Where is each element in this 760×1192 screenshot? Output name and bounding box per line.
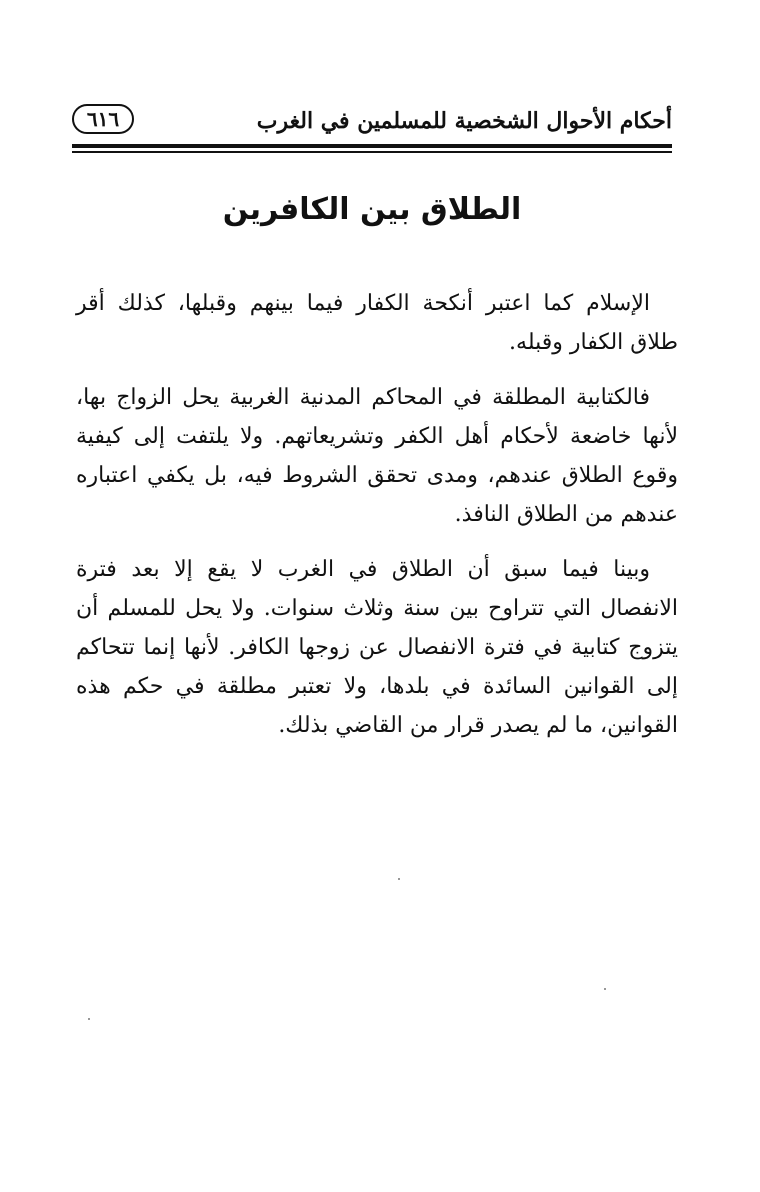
scan-speck	[88, 1018, 90, 1020]
page-number: ٦١٦	[72, 104, 134, 134]
header-rule-thick	[72, 144, 672, 148]
scan-speck	[604, 988, 606, 990]
paragraph-3: وبينا فيما سبق أن الطلاق في الغرب لا يقع إلا بعد فترة الانفصال التي تتراوح بين سنة وثلاث سنوات. ولا يحل للمسلم أن يتزوج كتابية في فترة الانفصال عن زوجها الكافر. لأنها إنما تتحاكم إلى القوانين السائدة في بلدها، ولا تعتبر مطلقة في حكم هذه القوانين، ما لم يصدر قرار من القاضي بذلك.	[76, 557, 678, 738]
scan-speck	[398, 878, 400, 880]
section-title: الطلاق بين الكافرين	[222, 192, 522, 227]
running-header	[72, 104, 672, 144]
paragraph-2: فالكتابية المطلقة في المحاكم المدنية الغربية يحل الزواج بها، لأنها خاضعة لأحكام أهل الكفر وتشريعاتهم. ولا يلتفت إلى كيفية وقوع الطلاق عندهم، ومدى تحقق الشروط فيه، بل يكفي اعتباره عندهم من الطلاق النافذ.	[76, 385, 678, 527]
paragraph-1: الإسلام كما اعتبر أنكحة الكفار فيما بينهم وقبلها، كذلك أقر طلاق الكفار وقبله.	[76, 291, 678, 355]
header-rule-thin	[72, 151, 672, 153]
body-text	[76, 284, 678, 761]
running-header-title: أحكام الأحوال الشخصية للمسلمين في الغرب	[256, 108, 672, 134]
